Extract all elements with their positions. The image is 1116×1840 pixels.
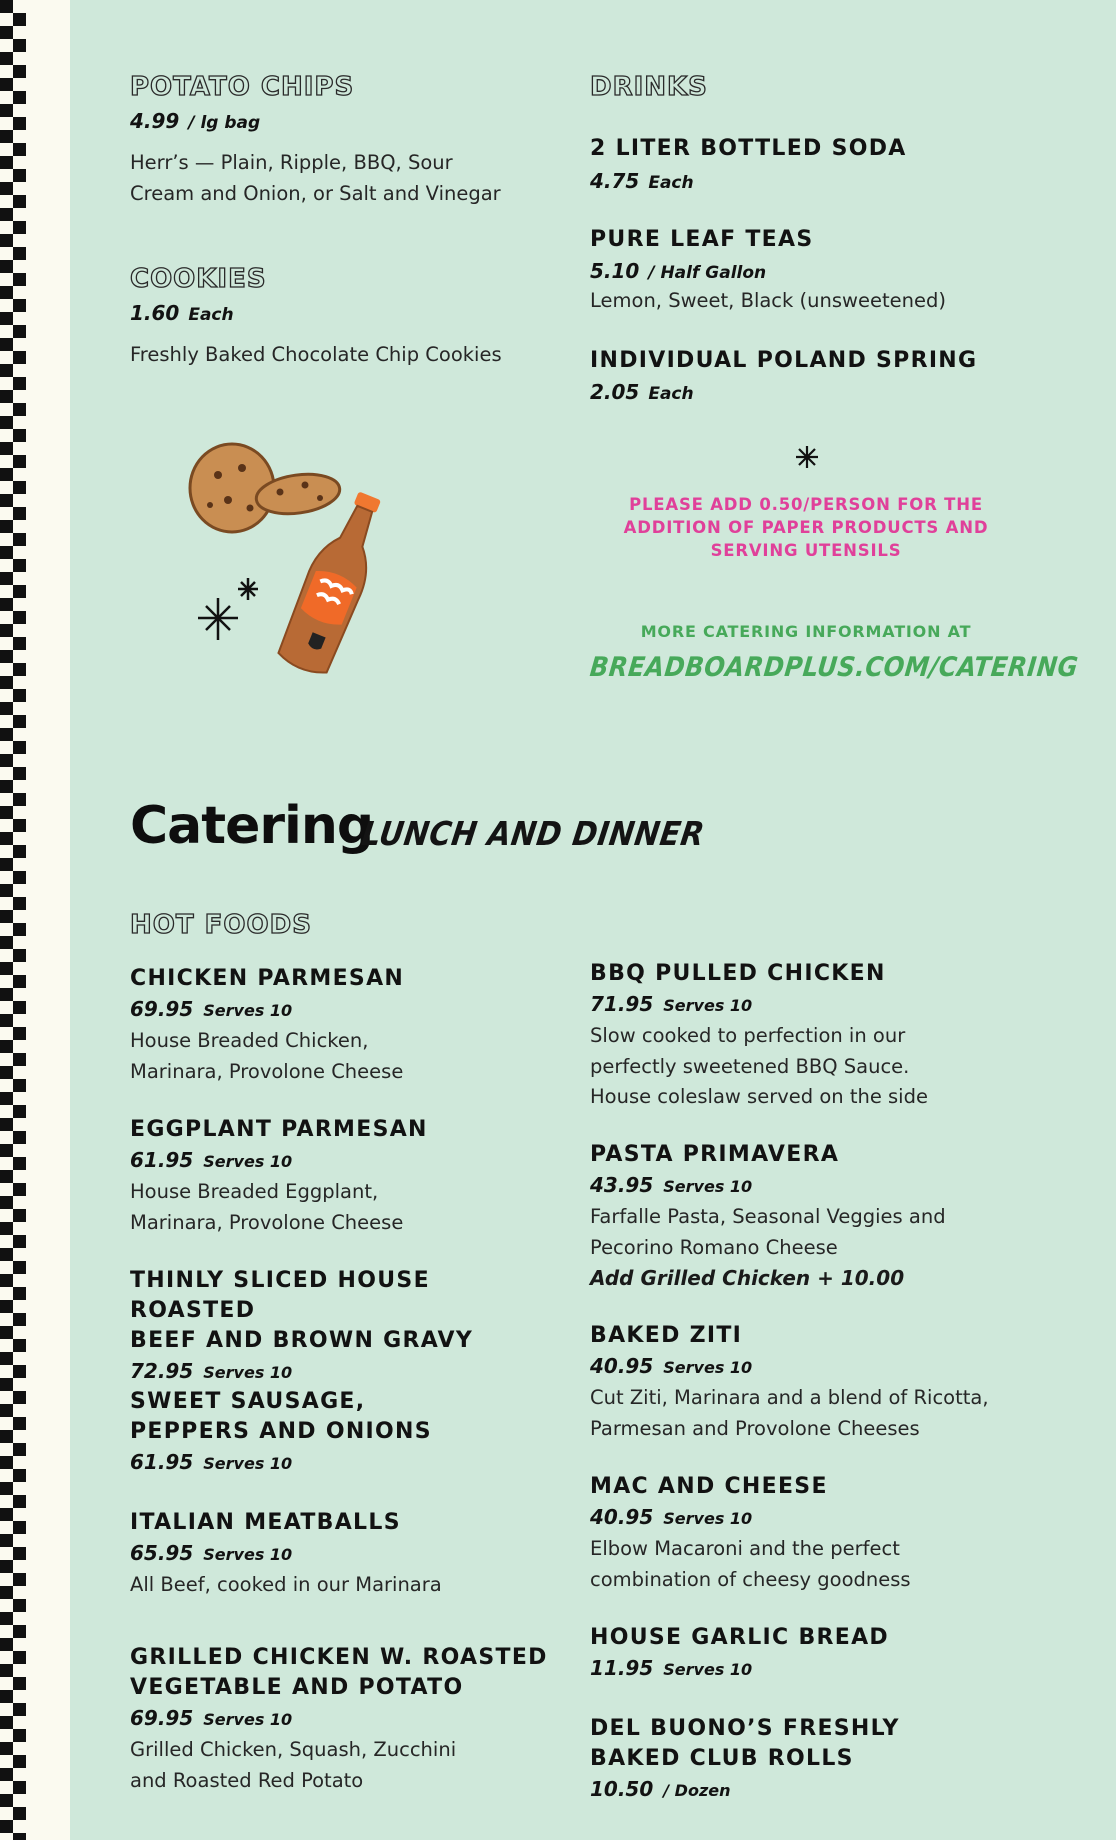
item-name: DEL BUONO’S FRESHLY [590, 1716, 900, 1741]
menu-item [590, 1714, 1010, 1806]
item-name: SWEET SAUSAGE, [130, 1389, 366, 1414]
item-price: 43.95 Serves 10 [590, 1173, 753, 1197]
checkered-border [0, 0, 26, 1840]
item-price: 65.95 Serves 10 [130, 1541, 293, 1565]
menu-item [590, 1140, 1010, 1293]
item-name: BBQ PULLED CHICKEN [590, 961, 886, 986]
item-description: Marinara, Provolone Cheese [130, 1210, 404, 1234]
drink-name: PURE LEAF TEAS [590, 227, 814, 252]
item-description: Marinara, Provolone Cheese [130, 1059, 404, 1083]
drink-price: 2.05 Each [590, 380, 694, 404]
item-serves: Serves 10 [203, 1363, 293, 1382]
cream-strip [26, 0, 70, 1840]
item-serves: / Dozen [663, 1781, 731, 1800]
item-name: BAKED CLUB ROLLS [590, 1746, 854, 1771]
item-description: Slow cooked to perfection in our [590, 1024, 906, 1047]
item-name: HOUSE GARLIC BREAD [590, 1625, 889, 1650]
item-serves: Serves 10 [203, 1152, 293, 1171]
item-serves: Serves 10 [203, 1545, 293, 1564]
item-name: ITALIAN MEATBALLS [130, 1510, 401, 1535]
item-description: House Breaded Eggplant, [130, 1180, 379, 1203]
item-price: 71.95 Serves 10 [590, 992, 753, 1016]
item-description: perfectly sweetened BBQ Sauce. [590, 1054, 910, 1078]
item-price: 72.95 Serves 10 [130, 1359, 293, 1383]
menu-item [590, 1321, 1010, 1444]
menu-item [590, 959, 1010, 1113]
item-description: Elbow Macaroni and the perfect [590, 1537, 900, 1560]
item-price: 10.50 / Dozen [590, 1777, 731, 1801]
paper-products-notice: PLEASE ADD 0.50/PERSON FOR THE ADDITION OF PAPER PRODUCTS AND SERVING UTENSILS [623, 495, 989, 560]
item-description: All Beef, cooked in our Marinara [130, 1573, 442, 1596]
item-name: MAC AND CHEESE [590, 1474, 828, 1499]
drink-price: 5.10 / Half Gallon [590, 259, 767, 283]
item-serves: Serves 10 [663, 996, 753, 1015]
item-price: 40.95 Serves 10 [590, 1354, 753, 1378]
item-serves: Serves 10 [203, 1710, 293, 1729]
item-description: Parmesan and Provolone Cheeses [590, 1416, 920, 1440]
item-description: Grilled Chicken, Squash, Zucchini [130, 1738, 457, 1761]
item-name: BEEF AND BROWN GRAVY [130, 1328, 474, 1353]
item-addon: Add Grilled Chicken + 10.00 [590, 1266, 905, 1290]
potato-chips-description: Herr’s — Plain, Ripple, BBQ, Sour Cream and Onion, or Salt and Vinegar [130, 151, 501, 205]
catering-title: Catering [130, 796, 374, 856]
item-name: CHICKEN PARMESAN [130, 966, 405, 991]
item-description: and Roasted Red Potato [130, 1768, 364, 1792]
item-name: EGGPLANT PARMESAN [130, 1117, 428, 1142]
item-price: 61.95 Serves 10 [130, 1148, 293, 1172]
cookies-price: 1.60 Each [130, 301, 234, 325]
more-info-label: MORE CATERING INFORMATION AT [640, 622, 972, 641]
menu-item [130, 1643, 550, 1796]
item-description: Pecorino Romano Cheese [590, 1235, 838, 1259]
item-name: VEGETABLE AND POTATO [130, 1675, 464, 1700]
hot-foods-heading: HOT FOODS [130, 910, 312, 940]
item-name: PEPPERS AND ONIONS [130, 1419, 432, 1444]
sparkle-icon [238, 578, 258, 600]
item-description: House coleslaw served on the side [590, 1085, 928, 1108]
cookies-description: Freshly Baked Chocolate Chip Cookies [130, 343, 502, 366]
sparkle-icon [794, 444, 820, 470]
item-price: 61.95 Serves 10 [130, 1450, 293, 1474]
item-price: 69.95 Serves 10 [130, 1706, 293, 1730]
item-price: 11.95 Serves 10 [590, 1656, 753, 1680]
item-serves: Serves 10 [663, 1177, 753, 1196]
drink-name: 2 LITER BOTTLED SODA [590, 136, 907, 161]
catering-subtitle: LUNCH AND DINNER [359, 814, 708, 853]
item-description: Cut Ziti, Marinara and a blend of Ricotta, [590, 1386, 989, 1409]
sparkle-icon [198, 598, 238, 640]
potato-chips-price: 4.99 / lg bag [130, 109, 261, 133]
item-serves: Serves 10 [663, 1660, 753, 1679]
item-name: BAKED ZITI [590, 1323, 743, 1348]
menu-item [590, 1623, 1010, 1685]
menu-item [130, 1387, 550, 1479]
item-description: House Breaded Chicken, [130, 1029, 369, 1052]
item-serves: Serves 10 [203, 1454, 293, 1473]
item-name: PASTA PRIMAVERA [590, 1142, 840, 1167]
drink-name: INDIVIDUAL POLAND SPRING [590, 348, 978, 373]
item-name: GRILLED CHICKEN W. ROASTED [130, 1645, 548, 1670]
drink-description: Lemon, Sweet, Black (unsweetened) [590, 289, 946, 312]
item-description: Farfalle Pasta, Seasonal Veggies and [590, 1205, 946, 1228]
drink-price: 4.75 Each [590, 169, 694, 193]
drinks-heading: DRINKS [590, 72, 708, 102]
item-serves: Serves 10 [663, 1509, 753, 1528]
item-name: THINLY SLICED HOUSE ROASTED [130, 1268, 430, 1323]
menu-item [130, 1508, 550, 1601]
item-serves: Serves 10 [203, 1001, 293, 1020]
cookies-and-soda-illustration [180, 430, 460, 690]
menu-item [130, 964, 550, 1087]
cookies-heading: COOKIES [130, 264, 267, 294]
item-description: combination of cheesy goodness [590, 1567, 911, 1591]
menu-item [130, 1266, 550, 1388]
potato-chips-heading: POTATO CHIPS [130, 72, 355, 102]
item-serves: Serves 10 [663, 1358, 753, 1377]
menu-item [590, 1472, 1010, 1595]
item-price: 69.95 Serves 10 [130, 997, 293, 1021]
catering-url-link[interactable]: BREADBOARDPLUS.COM/CATERING [588, 652, 1080, 683]
item-price: 40.95 Serves 10 [590, 1505, 753, 1529]
menu-item [130, 1115, 550, 1238]
